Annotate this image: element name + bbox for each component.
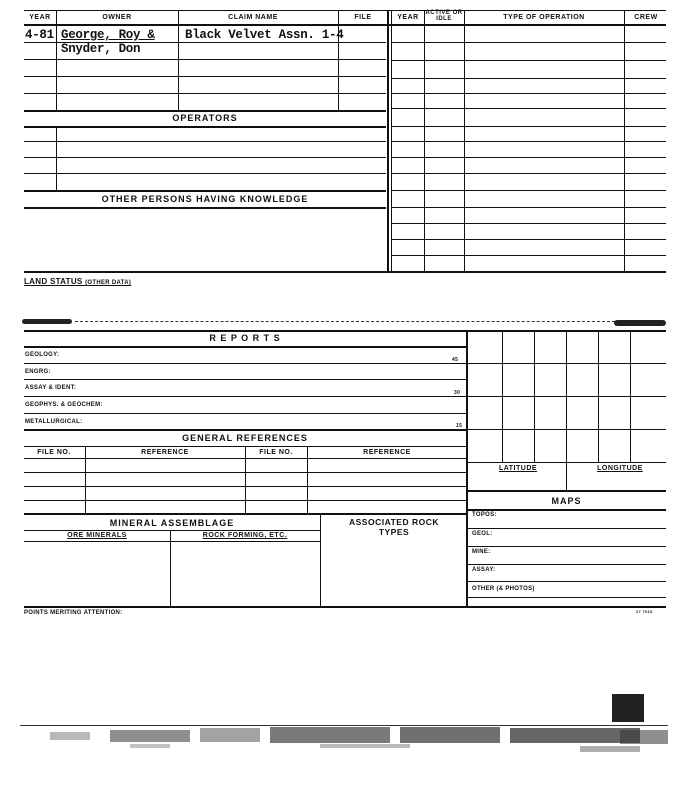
rule [24, 141, 386, 142]
header-crew: CREW [634, 14, 658, 21]
rule [56, 10, 57, 24]
rule [24, 396, 466, 397]
rule [24, 606, 666, 608]
scan-noise-band [20, 722, 668, 772]
rule [24, 24, 666, 26]
rule [467, 509, 666, 511]
rule [178, 24, 179, 110]
rule [75, 321, 615, 322]
rule [24, 330, 666, 332]
rule [467, 363, 666, 364]
maps-row-label: OTHER (& PHOTOS) [472, 586, 535, 592]
points-meriting-attention-label: POINTS MERITING ATTENTION: [24, 610, 123, 616]
maps-title: MAPS [551, 496, 582, 506]
rule [624, 24, 625, 271]
land-status-sublabel: (OTHER DATA) [85, 280, 132, 286]
rule [467, 546, 666, 547]
rule [24, 76, 386, 77]
land-status-title: LAND STATUS [24, 277, 83, 286]
rule [170, 530, 171, 606]
entry-year: 4-81 [25, 28, 54, 42]
rule [624, 10, 625, 24]
rule [24, 530, 320, 531]
header-reference: REFERENCE [363, 449, 411, 456]
report-number: 15 [456, 423, 463, 429]
header-file-no: FILE NO. [37, 449, 71, 456]
rule [467, 581, 666, 582]
rule [24, 429, 466, 431]
report-number: 45 [452, 357, 459, 363]
rule [566, 462, 567, 490]
rule [338, 10, 339, 24]
rule [24, 363, 466, 364]
rule [467, 396, 666, 397]
header-owner: OWNER [102, 14, 132, 21]
rule [85, 446, 86, 513]
rule [24, 513, 466, 515]
general-references-title: GENERAL REFERENCES [182, 433, 308, 443]
associated-rock-types-label: ASSOCIATED ROCK TYPES [349, 517, 439, 537]
rule [24, 10, 666, 11]
rule [56, 24, 57, 110]
rule [24, 93, 386, 94]
rule [24, 157, 386, 158]
report-label: ENGRG: [25, 369, 51, 375]
rule [464, 24, 465, 271]
entry-owner-line1: George, Roy & [61, 28, 155, 42]
header-ore-minerals: ORE MINERALS [67, 532, 127, 539]
smudge-mark [22, 319, 72, 324]
maps-row-label: GEOL: [472, 531, 493, 537]
rule [24, 110, 386, 112]
rule [24, 379, 466, 380]
mineral-assemblage-title: MINERAL ASSEMBLAGE [109, 518, 235, 528]
report-number: 30 [454, 390, 461, 396]
maps-row-label: TOPOS: [472, 512, 497, 518]
header-year: YEAR [29, 14, 51, 21]
rule [245, 446, 246, 513]
rule [24, 126, 386, 128]
entry-claim-name: Black Velvet Assn. 1-4 [185, 28, 344, 42]
rule [178, 10, 179, 24]
rule [24, 207, 386, 209]
rule [464, 10, 465, 24]
rule [24, 271, 666, 273]
longitude-label: LONGITUDE [597, 465, 643, 472]
form-number: 27 7015 [636, 609, 653, 614]
rule [24, 413, 466, 414]
report-label: GEOLOGY: [25, 352, 60, 358]
smudge-mark [614, 320, 666, 326]
rule [424, 24, 425, 271]
rule [387, 10, 389, 272]
header-file-no: FILE NO. [259, 449, 293, 456]
header-reference: REFERENCE [141, 449, 189, 456]
maps-row-label: ASSAY: [472, 567, 496, 573]
latitude-label: LATITUDE [498, 465, 538, 472]
rule [467, 490, 666, 492]
header-type-of-operation: TYPE OF OPERATION [503, 14, 585, 21]
rule [467, 429, 666, 430]
rule [56, 126, 57, 190]
header-rock-forming: ROCK FORMING, ETC. [202, 532, 288, 539]
rule [320, 513, 321, 606]
other-persons-label: OTHER PERSONS HAVING KNOWLEDGE [101, 194, 309, 204]
rule [24, 346, 466, 348]
report-label: ASSAY & IDENT: [25, 385, 77, 391]
rule [24, 190, 386, 192]
header-year-right: YEAR [397, 14, 419, 21]
header-claim-name: CLAIM NAME [228, 14, 278, 21]
rule [24, 173, 386, 174]
rule [467, 597, 666, 598]
rule [24, 59, 386, 60]
rule [24, 541, 320, 542]
report-label: METALLURGICAL: [25, 419, 83, 425]
rule [467, 528, 666, 529]
land-status-label [24, 277, 131, 286]
rule [424, 10, 425, 24]
rule [467, 564, 666, 565]
header-file: FILE [354, 14, 372, 21]
rule [307, 446, 308, 513]
report-label: GEOPHYS. & GEOCHEM: [25, 402, 103, 408]
scan-artifact-block [612, 694, 644, 722]
reports-title: R E P O R T S [209, 333, 281, 343]
operators-label: OPERATORS [172, 113, 238, 123]
maps-row-label: MINE: [472, 549, 491, 555]
rule [466, 330, 468, 607]
entry-owner-line2: Snyder, Don [61, 42, 141, 56]
header-active-or-idle: ACTIVE OR IDLE [425, 10, 463, 22]
